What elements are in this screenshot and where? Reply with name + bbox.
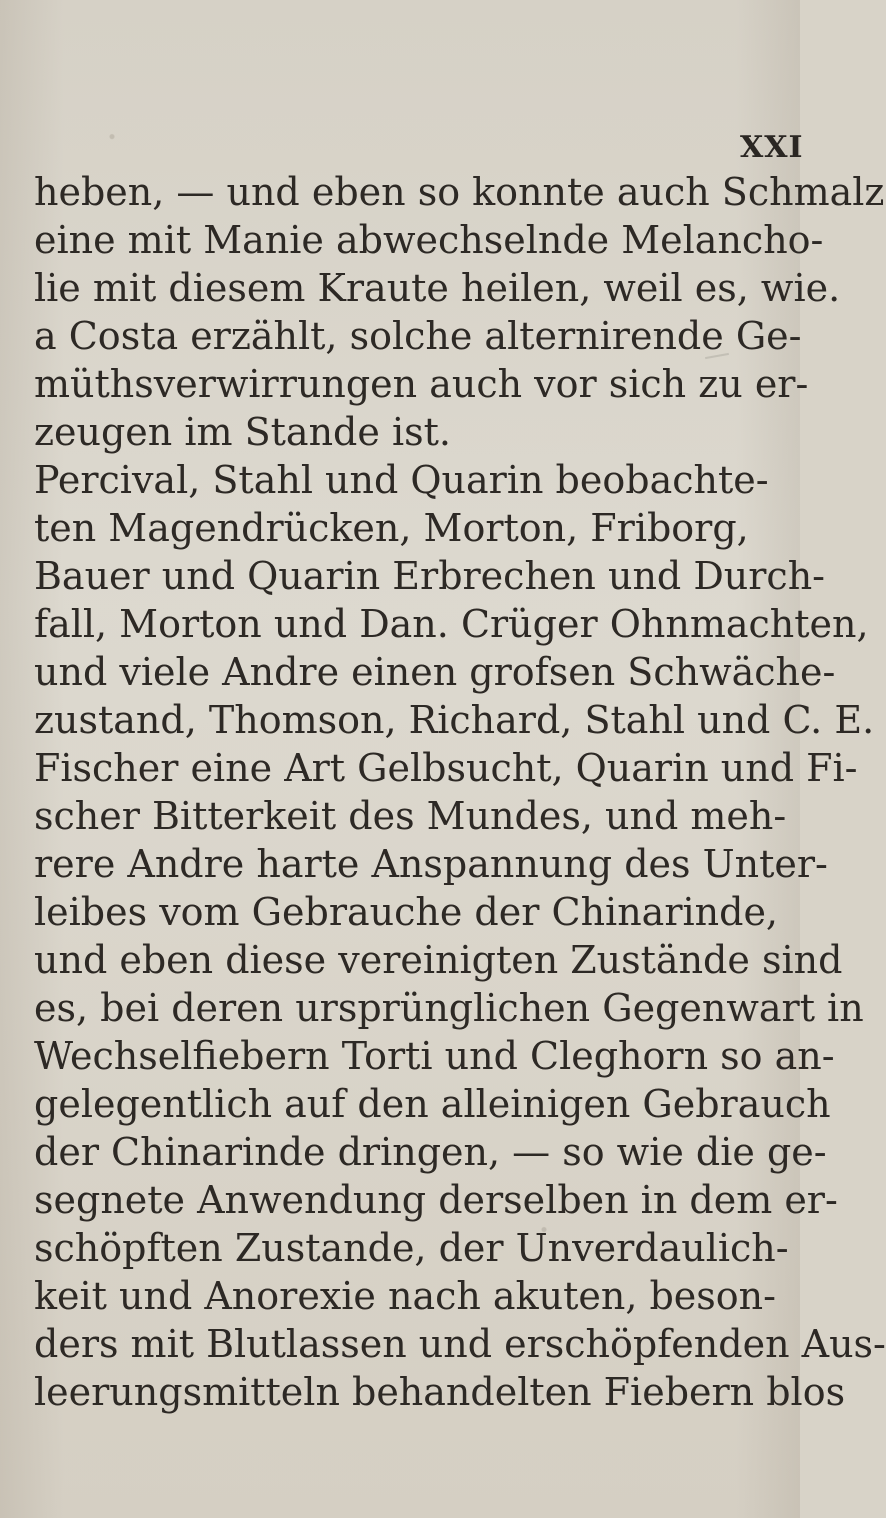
text-line-2: eine mit Manie abwechselnde Melancho- — [34, 218, 824, 262]
text-line-16: leibes vom Gebrauche der Chinarinde, — [34, 890, 779, 934]
text-line-4: a Costa erzählt, solche alternirende Ge- — [34, 314, 802, 358]
text-line-17: und eben diese vereinigten Zustände sind — [34, 938, 843, 982]
text-line-8: ten Magendrücken, Morton, Friborg, — [34, 506, 749, 550]
text-line-18: es, bei deren ursprünglichen Gegenwart in — [34, 986, 864, 1030]
text-line-24: keit und Anorexie nach akuten, beson- — [34, 1274, 776, 1318]
text-line-5: müthsverwirrungen auch vor sich zu er- — [34, 362, 809, 406]
text-line-9: Bauer und Quarin Erbrechen und Durch- — [34, 554, 826, 598]
text-line-7: Percival, Stahl und Quarin beobachte- — [34, 458, 769, 502]
text-line-15: rere Andre harte Anspannung des Unter- — [34, 842, 828, 886]
text-line-14: scher Bitterkeit des Mundes, und meh- — [34, 794, 787, 838]
text-line-26: leerungsmitteln behandelten Fiebern blos — [34, 1370, 846, 1414]
text-line-22: segnete Anwendung derselben in dem er- — [34, 1178, 838, 1222]
text-line-21: der Chinarinde dringen, — so wie die ge- — [34, 1130, 827, 1174]
text-line-12: zustand, Thomson, Richard, Stahl und C. E. — [34, 698, 875, 742]
text-line-19: Wechselfiebern Torti und Cleghorn so an- — [34, 1034, 835, 1078]
text-line-6: zeugen im Stande ist. — [34, 410, 451, 454]
text-line-11: und viele Andre einen grofsen Schwäche- — [34, 650, 836, 694]
text-line-13: Fischer eine Art Gelbsucht, Quarin und Fi- — [34, 746, 858, 790]
text-line-23: schöpften Zustande, der Unverdaulich- — [34, 1226, 789, 1270]
text-line-1: heben, — und eben so konnte auch Schmalz — [34, 170, 885, 214]
text-line-20: gelegentlich auf den alleinigen Gebrauch — [34, 1082, 831, 1126]
text-line-10: fall, Morton und Dan. Crüger Ohnmachten, — [34, 602, 869, 646]
text-line-3: lie mit diesem Kraute heilen, weil es, wie. — [34, 266, 841, 310]
text-line-25: ders mit Blutlassen und erschöpfenden Aus- — [34, 1322, 886, 1366]
page-number: XXI — [740, 130, 804, 165]
